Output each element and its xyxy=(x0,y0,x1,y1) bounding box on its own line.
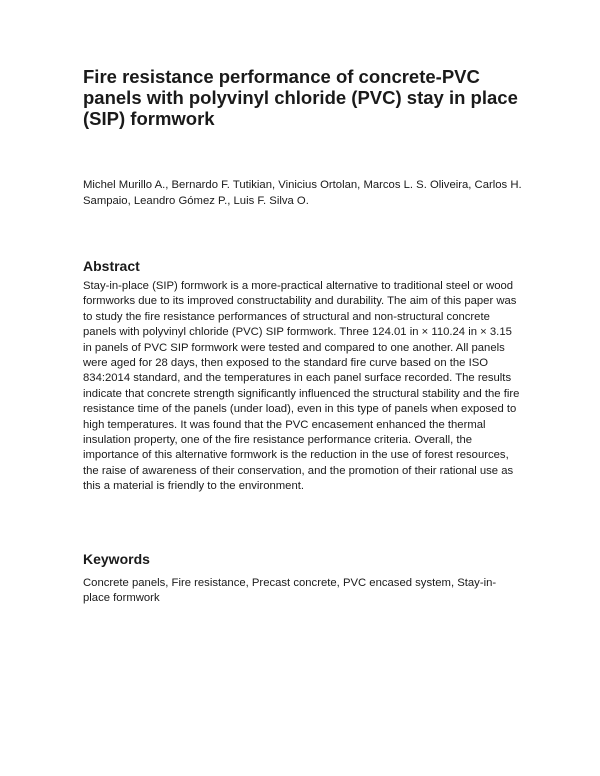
abstract-heading: Abstract xyxy=(83,258,140,274)
author-list: Michel Murillo A., Bernardo F. Tutikian, Vinicius Ortolan, Marcos L. S. Oliveira, Carlos H. Sampaio, Leandro Gómez P., Luis F. Silva O. xyxy=(83,179,522,207)
abstract-text: Stay-in-place (SIP) formwork is a more-practical alternative to traditional steel or wood formworks due to its improved constructability and durability. The aim of this paper was to study the fire resistance performances of structural and non-structural concrete panels with polyvinyl chloride (PVC) SIP formwork. Three 124.01 in × 110.24 in × 3.15 in panels of PVC SIP formwork were tested and compared to one another. All panels were aged for 28 days, then exposed to the standard fire curve based on the ISO 834:2014 standard, and the temperatures in each panel surface recorded. The results indicate that concrete strength significantly influenced the structural stability and the fire resistance time of the panels (under load), even in this type of panels when exposed to high temperatures. It was found that the PVC encasement enhanced the thermal insulation property, one of the fire resistance performance criteria. Overall, the importance of this alternative formwork is the reduction in the use of forest resources, the raise of awareness of their conservation, and the promotion of their rational use as this a material is friendly to the environment. xyxy=(83,280,520,493)
keywords-heading: Keywords xyxy=(83,551,150,567)
paper-title: Fire resistance performance of concrete-PVC panels with polyvinyl chloride (PVC) stay in place (SIP) formwork xyxy=(83,66,518,129)
keywords-text: Concrete panels, Fire resistance, Precast concrete, PVC encased system, Stay-in-place formwork xyxy=(83,577,497,605)
